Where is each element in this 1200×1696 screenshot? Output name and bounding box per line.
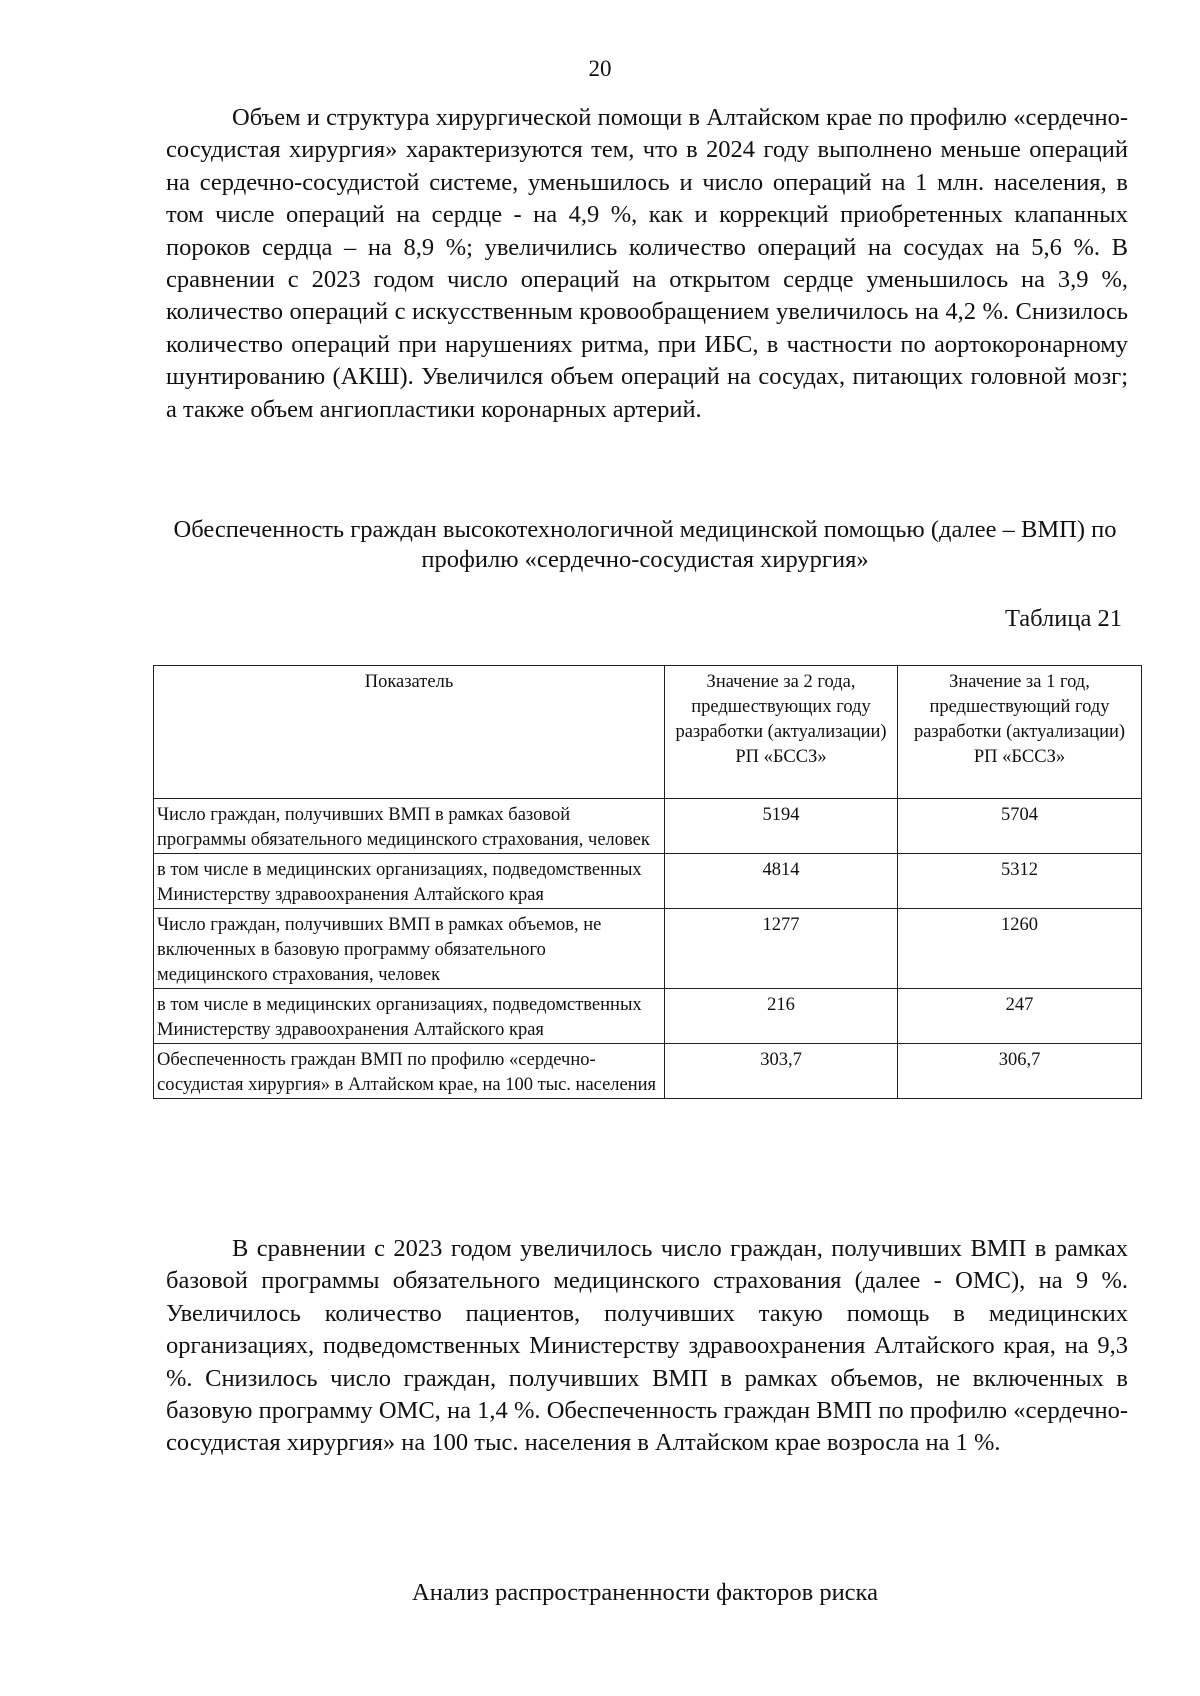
row-indicator: в том числе в медицинских организациях, подведомственных Министерству здравоохранения Алтайского края bbox=[154, 854, 665, 909]
table-row bbox=[154, 799, 1142, 854]
table-row bbox=[154, 1044, 1142, 1099]
row-indicator: Число граждан, получивших ВМП в рамках объемов, не включенных в базовую программу обязательного медицинского страхования, человек bbox=[154, 909, 665, 989]
page-number: 20 bbox=[588, 56, 612, 81]
row-indicator: Обеспеченность граждан ВМП по профилю «сердечно-сосудистая хирургия» в Алтайском крае, на 100 тыс. населения bbox=[154, 1044, 665, 1099]
header-indicator: Показатель bbox=[154, 666, 665, 799]
row-two-years-value: 4814 bbox=[665, 854, 898, 909]
table-label: Таблица 21 bbox=[1004, 605, 1122, 632]
table-header-row bbox=[154, 666, 1142, 799]
row-two-years-value: 216 bbox=[665, 989, 898, 1044]
row-one-year-value: 1260 bbox=[898, 909, 1142, 989]
row-two-years-value: 5194 bbox=[665, 799, 898, 854]
row-one-year-value: 5312 bbox=[898, 854, 1142, 909]
intro-paragraph: Объем и структура хирургической помощи в Алтайском крае по профилю «сердечно-сосудистая хирургия» характеризуются тем, что в 2024 году выполнено меньше операций на сердечно-сосудистой системе, уменьшилось и число операций на 1 млн. населения, в том числе операций на сердце - на 4,9 %, как и коррекций приобретенных клапанных пороков сердца – на 8,9 %; увеличились количество операций на сосудах на 5,6 %. В сравнении с 2023 годом число операций на открытом сердце уменьшилось на 3,9 %, количество операций с искусственным кровообращением увеличилось на 4,2 %. Снизилось количество операций при нарушениях ритма, при ИБС, в частности по аортокоронарному шунтированию (АКШ). Увеличился объем операций на сосудах, питающих головной мозг; а также объем ангиопластики коронарных артерий. bbox=[166, 104, 1128, 423]
table-row bbox=[154, 854, 1142, 909]
vmp-table bbox=[153, 665, 1142, 1099]
row-one-year-value: 5704 bbox=[898, 799, 1142, 854]
section-heading: Анализ распространенности факторов риска bbox=[412, 1579, 878, 1606]
row-one-year-value: 306,7 bbox=[898, 1044, 1142, 1099]
row-two-years-value: 1277 bbox=[665, 909, 898, 989]
table-heading: Обеспеченность граждан высокотехнологичной медицинской помощью (далее – ВМП) по профилю «сердечно-сосудистая хирургия» bbox=[173, 516, 1117, 573]
table-row bbox=[154, 989, 1142, 1044]
row-two-years-value: 303,7 bbox=[665, 1044, 898, 1099]
row-one-year-value: 247 bbox=[898, 989, 1142, 1044]
comparison-paragraph: В сравнении с 2023 годом увеличилось число граждан, получивших ВМП в рамках базовой программы обязательного медицинского страхования (далее - ОМС), на 9 %. Увеличилось количество пациентов, получивших такую помощь в медицинских организациях, подведомственных Министерству здравоохранения Алтайского края, на 9,3 %. Снизилось число граждан, получивших ВМП в рамках объемов, не включенных в базовую программу ОМС, на 1,4 %. Обеспеченность граждан ВМП по профилю «сердечно-сосудистая хирургия» на 100 тыс. населения в Алтайском крае возросла на 1 %. bbox=[166, 1235, 1128, 1457]
header-two-years: Значение за 2 года, предшествующих году разработки (актуализации) РП «БССЗ» bbox=[665, 666, 898, 799]
header-one-year: Значение за 1 год, предшествующий году разработки (актуализации) РП «БССЗ» bbox=[898, 666, 1142, 799]
row-indicator: Число граждан, получивших ВМП в рамках базовой программы обязательного медицинского страхования, человек bbox=[154, 799, 665, 854]
table-row bbox=[154, 909, 1142, 989]
row-indicator: в том числе в медицинских организациях, подведомственных Министерству здравоохранения Алтайского края bbox=[154, 989, 665, 1044]
